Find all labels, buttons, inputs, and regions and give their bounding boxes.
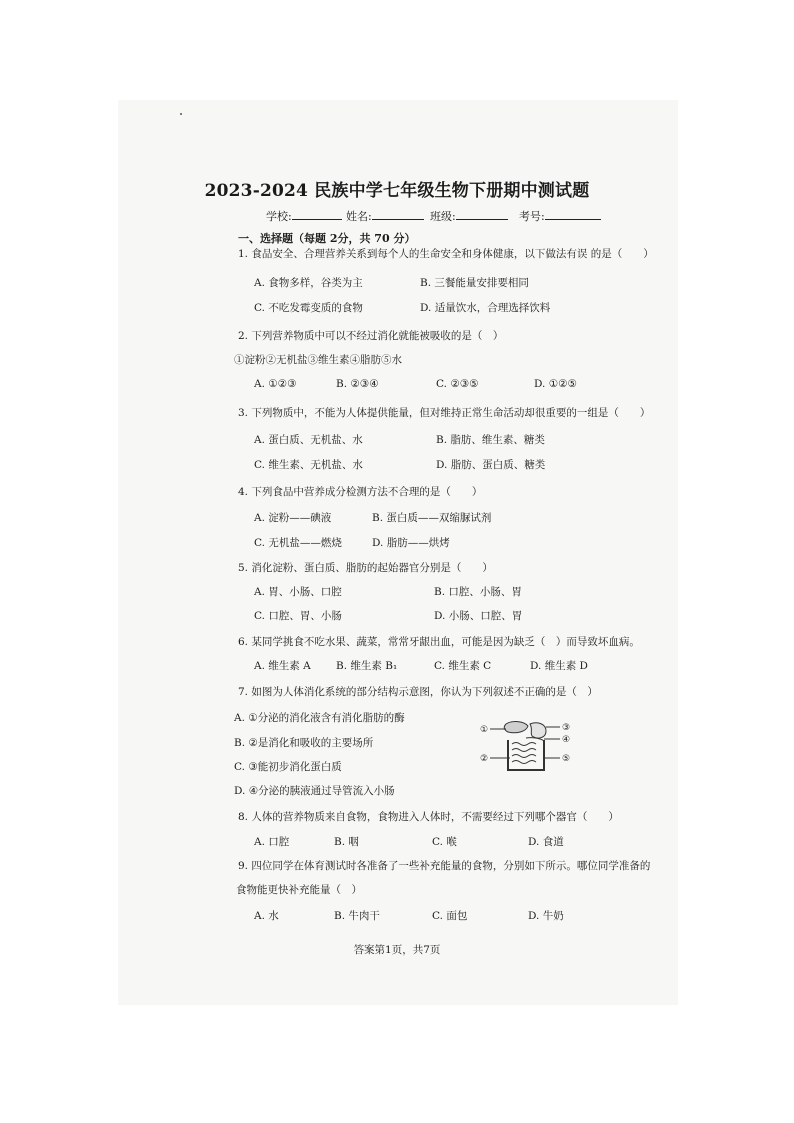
option-c: C. 无机盐——燃烧 — [254, 537, 342, 549]
label-3: ③ — [562, 723, 571, 733]
option-c: C. 口腔、胃、小肠 — [254, 610, 342, 622]
option-b: B. ②③④ — [336, 378, 379, 390]
section-heading: 一、选择题（每题 2分，共 70 分） — [238, 232, 416, 245]
option-a: A. 维生素 A — [254, 660, 311, 672]
question-stem: 3. 下列物质中，不能为人体提供能量，但对维持正常生命活动却很重要的一组是（ ） — [238, 407, 651, 419]
question-stem: 5. 消化淀粉、蛋白质、脂肪的起始器官分别是（ ） — [238, 562, 493, 574]
option-c: C. ②③⑤ — [436, 378, 479, 390]
option-d: D. 适量饮水，合理选择饮料 — [420, 302, 551, 314]
school-field: 学校: — [266, 208, 342, 224]
option-a: A. 淀粉——碘液 — [254, 512, 332, 524]
option-b: B. ②是消化和吸收的主要场所 — [234, 737, 374, 749]
option-a: A. 蛋白质、无机盐、水 — [254, 434, 363, 446]
question-stem: 2. 下列营养物质中可以不经过消化就能被吸收的是（ ） — [238, 330, 504, 342]
option-b: B. 咽 — [334, 836, 359, 848]
option-a: A. 口腔 — [254, 836, 290, 848]
option-d: D. ①②⑤ — [534, 378, 577, 390]
option-d: D. 食道 — [528, 836, 564, 848]
option-b: B. 脂肪、维生素、糖类 — [436, 434, 545, 446]
exam-number-field: 考号: — [519, 208, 601, 224]
option-c: C. 喉 — [432, 836, 457, 848]
option-d: D. ④分泌的胰液通过导管流入小肠 — [234, 785, 395, 797]
scan-speck — [180, 113, 182, 115]
digestive-system-diagram — [478, 718, 598, 778]
question-stem: 4. 下列食品中营养成分检测方法不合理的是（ ） — [238, 486, 483, 498]
option-a: A. 水 — [254, 910, 279, 922]
option-a: A. ①分泌的消化液含有消化脂肪的酶 — [234, 712, 405, 724]
option-b: B. 牛肉干 — [334, 910, 380, 922]
option-c: C. 面包 — [432, 910, 468, 922]
label-2: ② — [480, 754, 489, 764]
option-a: A. 胃、小肠、口腔 — [254, 586, 342, 598]
option-c: C. 不吃发霉变质的食物 — [254, 302, 363, 314]
name-field: 姓名: — [346, 208, 424, 224]
question-substem: 食物能更快补充能量（ ） — [236, 884, 362, 896]
page-footer: 答案第1页，共7页 — [353, 944, 441, 956]
liver-shape — [504, 722, 528, 733]
label-1: ① — [480, 725, 489, 735]
exam-title: 2023-2024 民族中学七年级生物下册期中测试题 — [204, 181, 590, 201]
class-field: 班级: — [430, 208, 508, 224]
option-d: D. 脂肪、蛋白质、糖类 — [436, 459, 546, 471]
option-a: A. 食物多样，谷类为主 — [254, 277, 363, 289]
option-b: B. 口腔、小肠、胃 — [434, 586, 522, 598]
option-d: D. 维生素 D — [530, 660, 588, 672]
option-b: B. 维生素 B₁ — [336, 660, 398, 672]
option-b: B. 蛋白质——双缩脲试剂 — [372, 512, 492, 524]
label-5: ⑤ — [562, 754, 571, 764]
question-stem: 1. 食品安全、合理营养关系到每个人的生命安全和身体健康，以下做法有误 的是（ ） — [238, 248, 654, 260]
option-a: A. ①②③ — [254, 378, 297, 390]
option-d: D. 脂肪——烘烤 — [372, 537, 450, 549]
label-4: ④ — [562, 735, 571, 745]
option-c: C. 维生素 C — [434, 660, 492, 672]
option-c: C. 维生素、无机盐、水 — [254, 459, 363, 471]
small-intestine-shape — [512, 743, 536, 764]
option-b: B. 三餐能量安排要相同 — [420, 277, 529, 289]
stomach-shape — [530, 723, 546, 738]
question-stem: 7. 如图为人体消化系统的部分结构示意图，你认为下列叙述不正确的是（ ） — [238, 686, 598, 698]
option-d: D. 小肠、口腔、胃 — [434, 610, 523, 622]
question-stem: 9. 四位同学在体育测试时各准备了一些补充能量的食物，分别如下所示。哪位同学准备的 — [238, 860, 651, 872]
question-substem: ①淀粉②无机盐③维生素④脂肪⑤水 — [234, 354, 402, 366]
question-stem: 8. 人体的营养物质来自食物，食物进入人体时，不需要经过下列哪个器官（ ） — [238, 811, 619, 823]
option-c: C. ③能初步消化蛋白质 — [234, 761, 342, 773]
option-d: D. 牛奶 — [528, 910, 564, 922]
question-stem: 6. 某同学挑食不吃水果、蔬菜，常常牙龈出血，可能是因为缺乏（ ）而导致坏血病。 — [238, 636, 640, 648]
